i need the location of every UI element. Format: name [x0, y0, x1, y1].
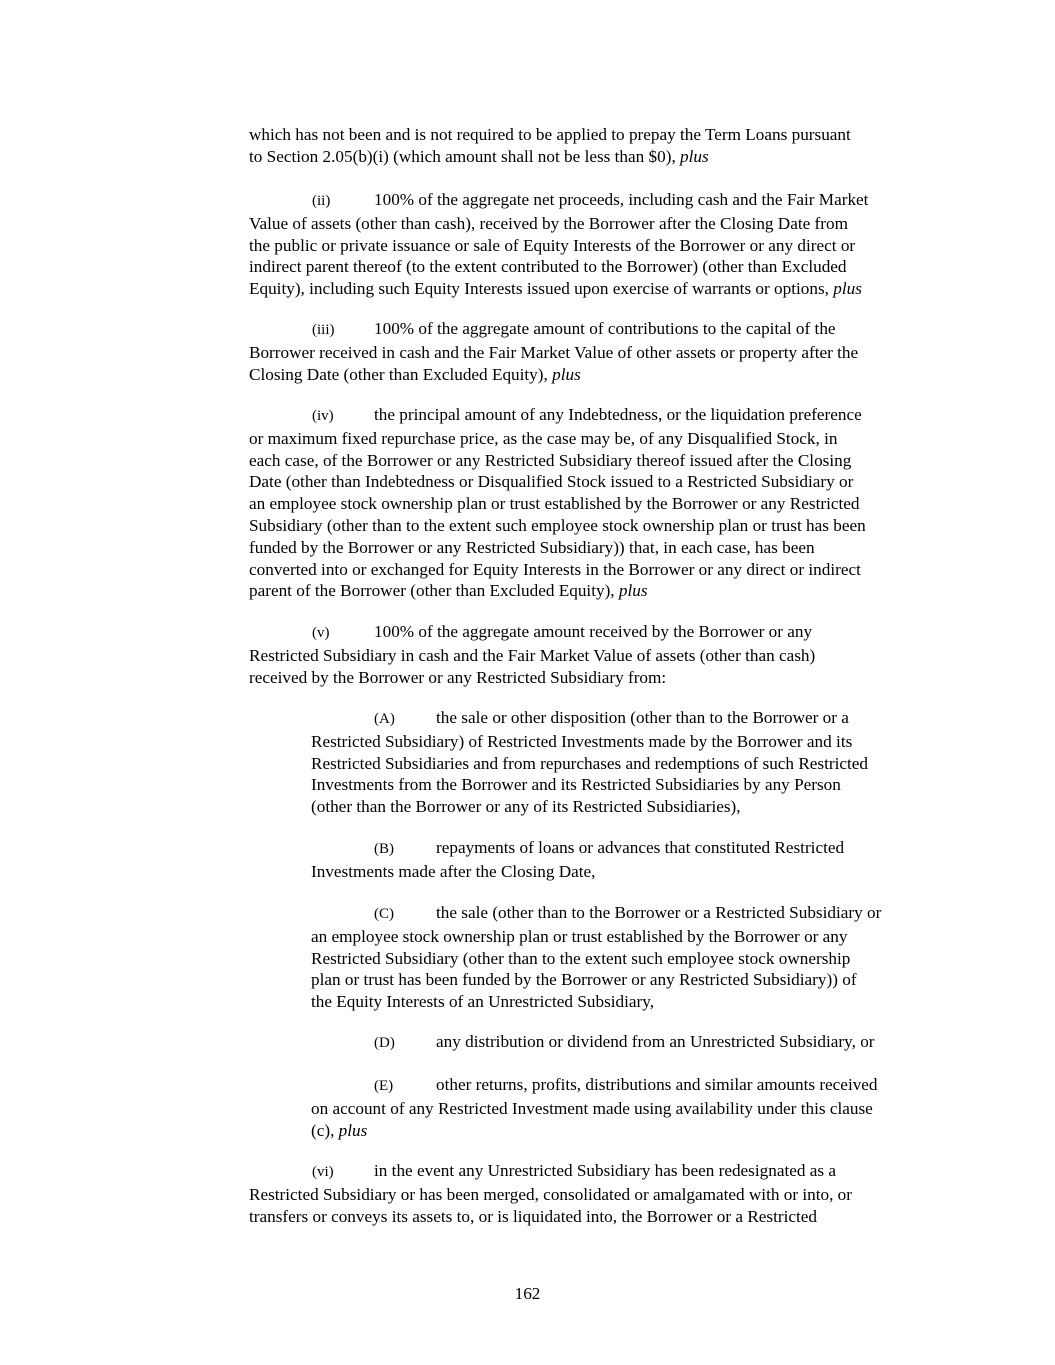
plus-connector: plus — [618, 581, 648, 601]
clause-marker: (iv) — [312, 408, 334, 424]
text-line: the public or private issuance or sale of Equity Interests of the Borrower or any direct or — [249, 235, 856, 255]
text-line: Closing Date (other than Excluded Equity), plus — [249, 364, 581, 384]
text-line: (D) any distribution or dividend from an Unrestricted Subsidiary, or — [311, 1031, 939, 1055]
text-line: (B) repayments of loans or advances that constituted Restricted — [311, 837, 939, 861]
text-line: (A) the sale or other disposition (other than to the Borrower or a — [311, 707, 939, 731]
subclause-d — [311, 1031, 939, 1055]
text-line: Date (other than Indebtedness or Disqualified Stock issued to a Restricted Subsidiary or — [249, 472, 854, 492]
clause-marker: (C) — [374, 906, 394, 922]
text-line: (vi) in the event any Unrestricted Subsidiary has been redesignated as a — [249, 1160, 939, 1184]
text-line: Restricted Subsidiaries and from repurchases and redemptions of such Restricted — [311, 753, 869, 773]
text-line: received by the Borrower or any Restricted Subsidiary from: — [249, 667, 667, 687]
text-line: the Equity Interests of an Unrestricted Subsidiary, — [311, 992, 655, 1012]
subclause-a — [311, 707, 939, 818]
plus-connector: plus — [338, 1120, 368, 1140]
clause-vi — [249, 1160, 939, 1227]
subclause-e — [311, 1074, 939, 1141]
text-line: Value of assets (other than cash), received by the Borrower after the Closing Date from — [249, 213, 848, 233]
text-line: funded by the Borrower or any Restricted Subsidiary)) that, in each case, has been — [249, 537, 815, 557]
text-line: on account of any Restricted Investment made using availability under this clause — [311, 1098, 873, 1118]
clause-marker: (A) — [374, 711, 395, 727]
text-line: (C) the sale (other than to the Borrower or a Restricted Subsidiary or — [311, 902, 939, 926]
text-line: (v) 100% of the aggregate amount received by the Borrower or any — [249, 621, 939, 645]
clause-marker: (D) — [374, 1035, 395, 1051]
text-line: or maximum fixed repurchase price, as the case may be, of any Disqualified Stock, in — [249, 428, 838, 448]
text-line: (other than the Borrower or any of its Restricted Subsidiaries), — [311, 797, 741, 817]
text-line: (c), plus — [311, 1120, 368, 1140]
text-line: Investments from the Borrower and its Restricted Subsidiaries by any Person — [311, 775, 841, 795]
text-line: Restricted Subsidiary or has been merged, consolidated or amalgamated with or into, or — [249, 1184, 852, 1204]
text-line: (E) other returns, profits, distributions and similar amounts received — [311, 1074, 939, 1098]
text-line: parent of the Borrower (other than Excluded Equity), plus — [249, 581, 648, 601]
text-line: (ii) 100% of the aggregate net proceeds, including cash and the Fair Market — [249, 189, 939, 213]
text-line: (iii) 100% of the aggregate amount of contributions to the capital of the — [249, 318, 939, 342]
text-line: indirect parent thereof (to the extent contributed to the Borrower) (other than Excluded — [249, 257, 847, 277]
text-line: converted into or exchanged for Equity Interests in the Borrower or any direct or indirect — [249, 559, 861, 579]
text-line: an employee stock ownership plan or trust established by the Borrower or any — [311, 926, 848, 946]
clause-marker: (iii) — [312, 322, 335, 338]
text-line: (iv) the principal amount of any Indebtedness, or the liquidation preference — [249, 404, 939, 428]
text-line: transfers or conveys its assets to, or is liquidated into, the Borrower or a Restricted — [249, 1206, 818, 1226]
text-line: each case, of the Borrower or any Restricted Subsidiary thereof issued after the Closing — [249, 450, 852, 470]
plus-connector: plus — [552, 364, 581, 384]
text-line: plan or trust has been funded by the Borrower or any Restricted Subsidiary)) of — [311, 970, 857, 990]
text-line: to Section 2.05(b)(i) (which amount shall not be less than $0), plus — [249, 146, 709, 166]
text-line: which has not been and is not required to be applied to prepay the Term Loans pursuant — [249, 125, 851, 144]
text-line: Investments made after the Closing Date, — [311, 861, 596, 881]
plus-connector: plus — [680, 146, 709, 166]
clause-v — [249, 621, 939, 688]
clause-marker: (B) — [374, 841, 394, 857]
clause-iii — [249, 318, 939, 385]
clause-marker: (v) — [312, 625, 330, 641]
clause-marker: (vi) — [312, 1164, 334, 1180]
plus-connector: plus — [833, 279, 862, 299]
text-line: Borrower received in cash and the Fair Market Value of other assets or property after the — [249, 342, 859, 362]
text-line: an employee stock ownership plan or trust established by the Borrower or any Restricted — [249, 494, 860, 514]
clause-ii — [249, 189, 939, 300]
continuation-paragraph — [249, 124, 939, 168]
text-line: Equity), including such Equity Interests issued upon exercise of warrants or options, plus — [249, 279, 862, 299]
text-line: Restricted Subsidiary in cash and the Fair Market Value of assets (other than cash) — [249, 645, 816, 665]
clause-marker: (ii) — [312, 193, 331, 209]
text-line: Subsidiary (other than to the extent such employee stock ownership plan or trust has been — [249, 515, 866, 535]
page-number: 162 — [514, 1284, 541, 1303]
text-line: Restricted Subsidiary (other than to the extent such employee stock ownership — [311, 948, 851, 968]
subclause-c — [311, 902, 939, 1013]
clause-iv — [249, 404, 939, 602]
clause-marker: (E) — [374, 1078, 394, 1094]
subclause-b — [311, 837, 939, 883]
text-line: Restricted Subsidiary) of Restricted Investments made by the Borrower and its — [311, 731, 853, 751]
